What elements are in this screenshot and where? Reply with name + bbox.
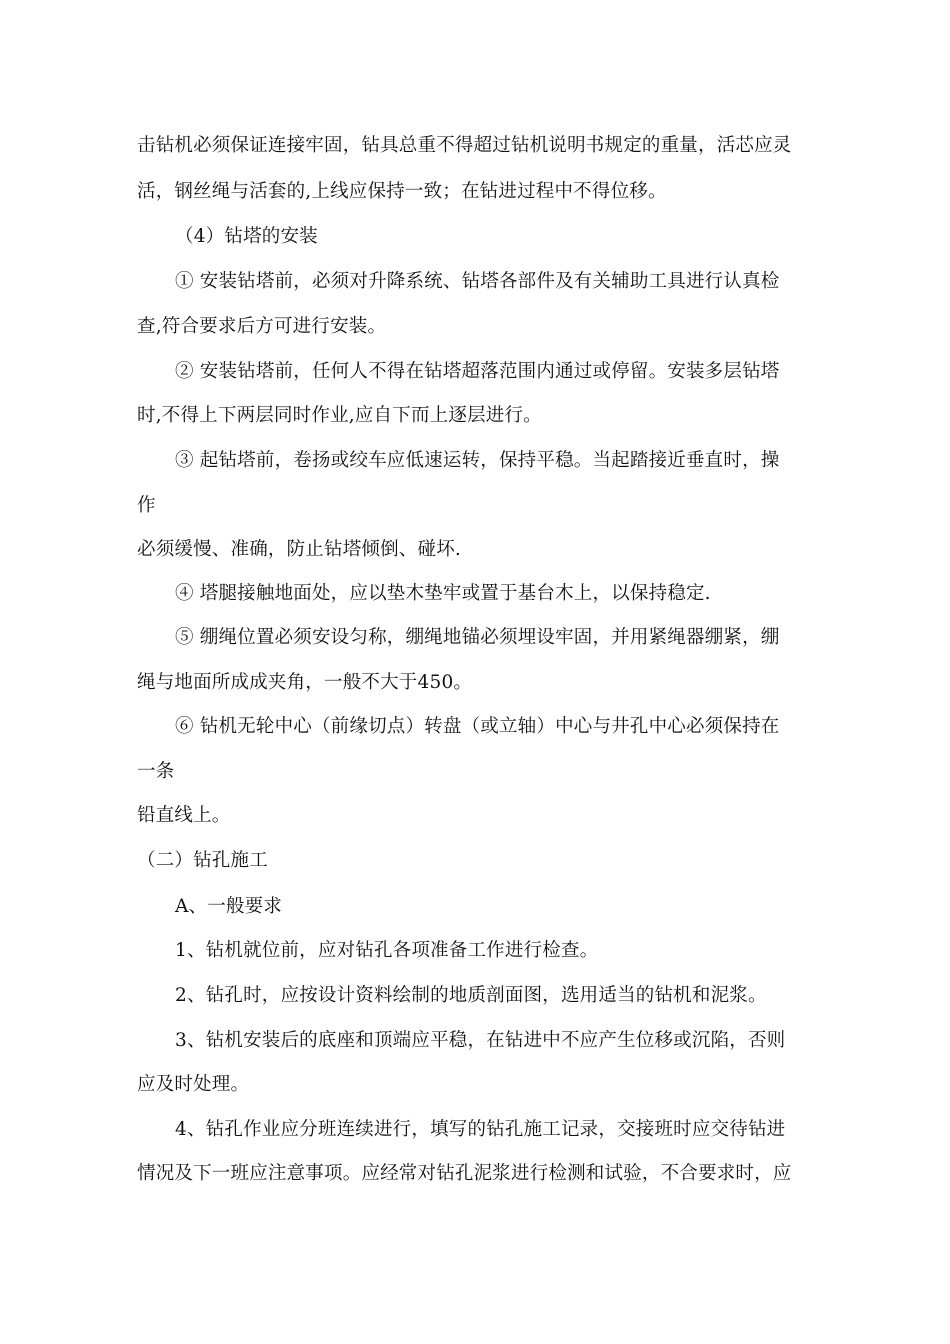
text-line: 作	[137, 495, 156, 516]
text-line: ① 安装钻塔前，必须对升降系统、钻塔各部件及有关辅助工具进行认真检	[175, 271, 780, 292]
text-line: 必须缓慢、准确，防止钻塔倾倒、碰坏.	[137, 539, 461, 560]
text-line: 2、钻孔时，应按设计资料绘制的地质剖面图，选用适当的钻机和泥浆。	[175, 985, 767, 1006]
subsection-heading: A、一般要求	[175, 896, 283, 917]
text-line: 4、钻孔作业应分班连续进行，填写的钻孔施工记录，交接班时应交待钻进	[175, 1119, 786, 1140]
section-heading: （二）钻孔施工	[137, 850, 268, 871]
text-line: 应及时处理。	[137, 1074, 250, 1095]
text-line: ⑥ 钻机无轮中心（前缘切点）转盘（或立轴）中心与井孔中心必须保持在	[175, 716, 780, 737]
text-line: ② 安装钻塔前，任何人不得在钻塔超落范围内通过或停留。安装多层钻塔	[175, 361, 780, 382]
text-line: 查,符合要求后方可进行安装。	[137, 316, 387, 337]
text-line: ③ 起钻塔前，卷扬或绞车应低速运转，保持平稳。当起踏接近垂直时，操	[175, 450, 780, 471]
text-line: 时,不得上下两层同时作业,应自下而上逐层进行。	[137, 405, 542, 426]
text-line: 1、钻机就位前，应对钻孔各项准备工作进行检查。	[175, 940, 599, 961]
text-line: 情况及下一班应注意事项。应经常对钻孔泥浆进行检测和试验，不合要求时，应	[137, 1163, 792, 1184]
text-line: ④ 塔腿接触地面处，应以垫木垫牢或置于基台木上，以保持稳定.	[175, 583, 711, 604]
text-line: ⑤ 绷绳位置必须安设匀称，绷绳地锚必须埋设牢固，并用紧绳器绷紧，绷	[175, 627, 780, 648]
text-line: 活，钢丝绳与活套的,上线应保持一致；在钻进过程中不得位移。	[137, 181, 667, 202]
section-heading: （4）钻塔的安装	[175, 226, 318, 247]
text-line: 3、钻机安装后的底座和顶端应平稳，在钻进中不应产生位移或沉陷，否则	[175, 1030, 786, 1051]
text-line: 击钻机必须保证连接牢固，钻具总重不得超过钻机说明书规定的重量，活芯应灵	[137, 135, 792, 156]
text-line: 铅直线上。	[137, 805, 231, 826]
text-line: 绳与地面所成成夹角，一般不大于450。	[137, 672, 473, 693]
text-line: 一条	[137, 761, 175, 782]
